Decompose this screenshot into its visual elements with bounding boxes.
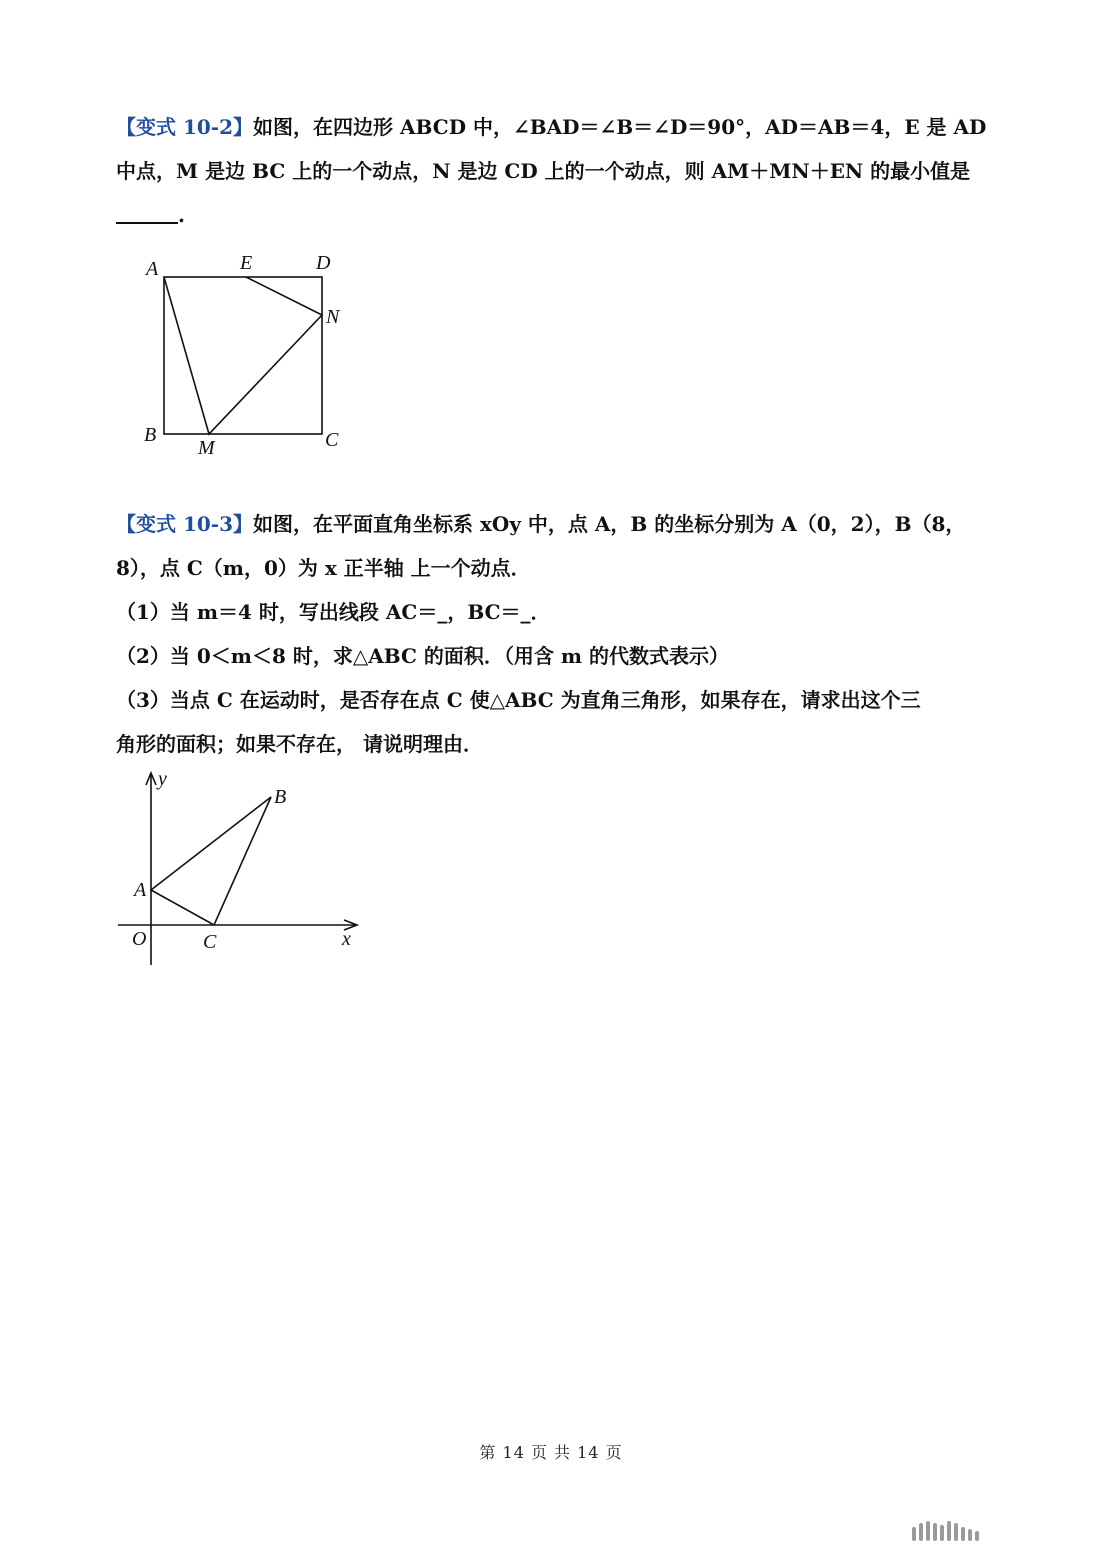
label-y: y [158, 768, 167, 790]
label-c: C [203, 931, 217, 953]
question-2: （2）当 0＜m＜8 时，求△ABC 的面积．（用含 m 的代数式表示） [116, 644, 729, 668]
label-n: N [326, 306, 340, 328]
label-o: O [132, 928, 147, 950]
label-b: B [144, 424, 157, 446]
problem-text: 如图，在平面直角坐标系 xOy 中，点 A，B 的坐标分别为 A（0，2），B（8， [253, 512, 966, 536]
label-a: A [146, 258, 159, 280]
path-amne [164, 277, 322, 434]
triangle-abc [151, 797, 271, 925]
coordinate-figure [110, 765, 370, 975]
question-3-line-1: （3）当点 C 在运动时，是否存在点 C 使△ABC 为直角三角形，如果存在，请求出这个三 [116, 688, 921, 712]
problem-text: 如图，在四边形 ABCD 中，∠BAD＝∠B＝∠D＝90°，AD＝AB＝4，E 是 AD [253, 115, 987, 139]
period: . [178, 203, 185, 227]
answer-blank [116, 198, 178, 224]
problem-tag: 【变式 10-2】 [116, 115, 254, 139]
label-a: A [134, 879, 147, 901]
question-3-line-2: 角形的面积；如果不存在， 请说明理由． [116, 732, 483, 756]
problem-10-3 [116, 502, 1002, 766]
scroll-tick [968, 1529, 972, 1541]
square-abcd [164, 277, 322, 434]
label-d: D [316, 252, 331, 274]
scroll-tick [933, 1523, 937, 1541]
problem-10-3-line-1 [116, 502, 1002, 546]
problem-10-2-line-2: 中点，M 是边 BC 上的一个动点，N 是边 CD 上的一个动点，则 AM＋MN＋EN 的最小值是 [116, 159, 971, 183]
scroll-tick [926, 1521, 930, 1541]
scroll-tick [919, 1523, 923, 1541]
problem-10-3-line-2: 8），点 C（m，0）为 x 正半轴 上一个动点． [116, 556, 531, 580]
scroll-indicator[interactable] [912, 1519, 1082, 1541]
problem-10-2-line-1 [116, 105, 1002, 149]
label-e: E [240, 252, 253, 274]
label-m: M [198, 437, 215, 459]
square-figure [130, 245, 360, 470]
problem-tag: 【变式 10-3】 [116, 512, 254, 536]
page-footer: 第 14 页 共 14 页 [479, 1443, 623, 1462]
scroll-tick [954, 1523, 958, 1541]
scroll-tick [975, 1531, 979, 1541]
label-b: B [274, 786, 287, 808]
scroll-tick [961, 1527, 965, 1541]
question-1: （1）当 m＝4 时，写出线段 AC＝_，BC＝_． [116, 600, 551, 624]
scroll-tick [947, 1521, 951, 1541]
problem-10-2-line-3 [116, 193, 1002, 237]
label-c: C [325, 429, 339, 451]
scroll-tick [912, 1527, 916, 1541]
scroll-tick [940, 1525, 944, 1541]
problem-10-2 [116, 105, 1002, 237]
label-x: x [342, 928, 351, 950]
